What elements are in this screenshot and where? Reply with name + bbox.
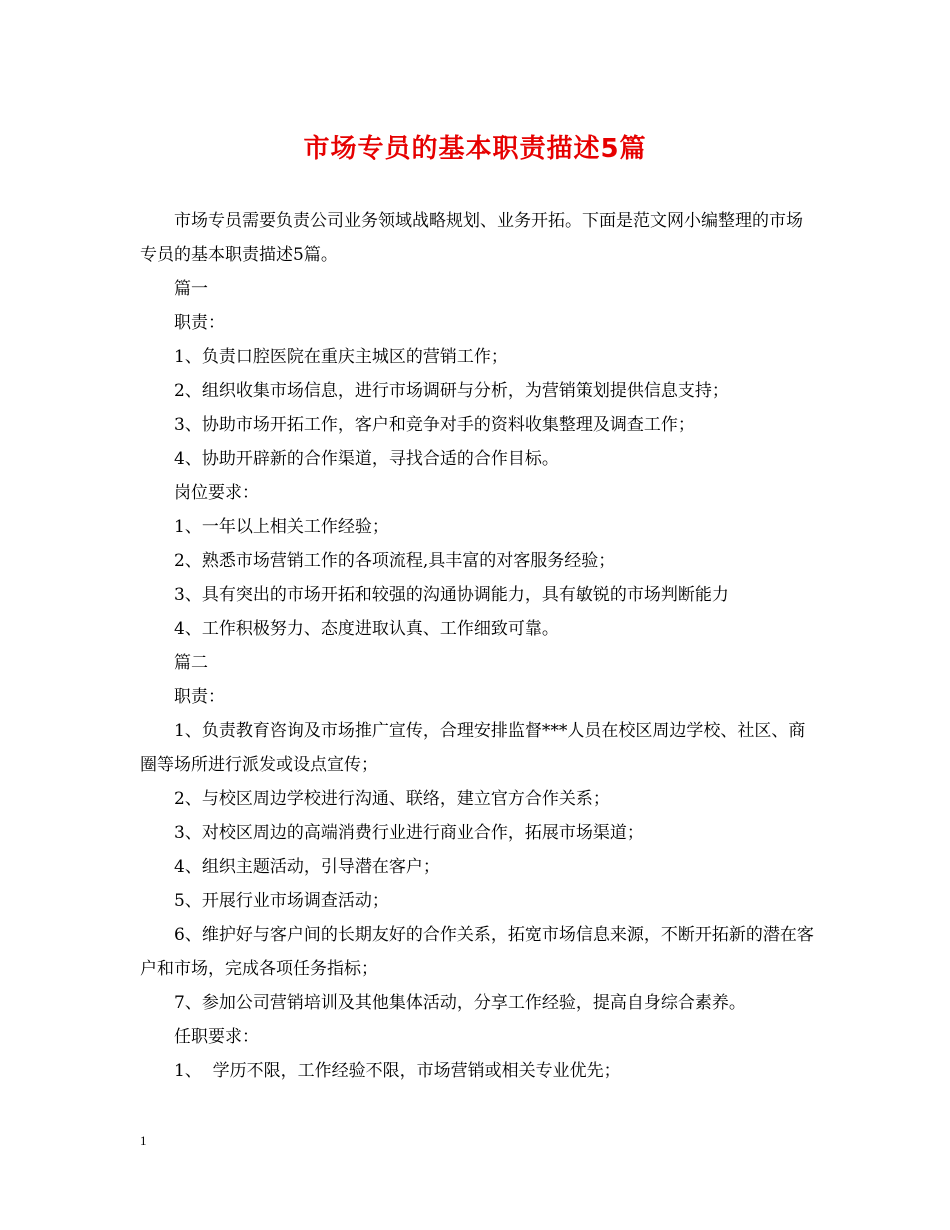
list-item: 2、熟悉市场营销工作的各项流程,具丰富的对客服务经验； bbox=[174, 551, 616, 571]
subheading-duties-1: 职责： bbox=[174, 313, 225, 333]
list-item: 2、组织收集市场信息，进行市场调研与分析，为营销策划提供信息支持； bbox=[174, 381, 729, 401]
document-title: 市场专员的基本职责描述5篇 bbox=[303, 134, 647, 164]
list-item: 3、具有突出的市场开拓和较强的沟通协调能力，具有敏锐的市场判断能力 bbox=[174, 585, 729, 605]
list-item: 3、对校区周边的高端消费行业进行商业合作，拓展市场渠道； bbox=[174, 823, 644, 843]
subheading-requirements-1: 岗位要求： bbox=[174, 483, 259, 503]
list-item: 1、一年以上相关工作经验； bbox=[174, 517, 389, 537]
list-item: 1、负责口腔医院在重庆主城区的营销工作； bbox=[174, 347, 508, 367]
list-item: 2、与校区周边学校进行沟通、联络，建立官方合作关系； bbox=[174, 789, 610, 809]
subheading-duties-2: 职责： bbox=[174, 687, 225, 707]
list-item: 4、协助开辟新的合作渠道，寻找合适的合作目标。 bbox=[174, 449, 559, 469]
list-item: 4、工作积极努力、态度进取认真、工作细致可靠。 bbox=[174, 619, 559, 639]
page-number: 1 bbox=[140, 1133, 147, 1148]
subheading-requirements-2: 任职要求： bbox=[174, 1027, 259, 1047]
section-heading-1: 篇一 bbox=[174, 279, 208, 299]
list-item: 4、组织主题活动，引导潜在客户； bbox=[174, 857, 440, 877]
list-item: 5、开展行业市场调查活动； bbox=[174, 891, 389, 911]
list-item: 1、负责教育咨询及市场推广宣传，合理安排监督***人员在校区周边学校、社区、商圈等场所进行派发或设点宣传； bbox=[140, 721, 806, 775]
list-item: 3、协助市场开拓工作，客户和竞争对手的资料收集整理及调查工作； bbox=[174, 415, 695, 435]
intro-paragraph: 市场专员需要负责公司业务领域战略规划、业务开拓。下面是范文网小编整理的市场专员的基本职责描述5篇。 bbox=[140, 211, 803, 265]
section-heading-2: 篇二 bbox=[174, 653, 208, 673]
document-body bbox=[140, 204, 815, 1088]
list-item: 1、 学历不限，工作经验不限，市场营销或相关专业优先； bbox=[174, 1061, 621, 1081]
list-item: 7、参加公司营销培训及其他集体活动，分享工作经验，提高自身综合素养。 bbox=[174, 993, 746, 1013]
list-item: 6、维护好与客户间的长期友好的合作关系，拓宽市场信息来源，不断开拓新的潜在客户和市场，完成各项任务指标； bbox=[140, 925, 814, 979]
